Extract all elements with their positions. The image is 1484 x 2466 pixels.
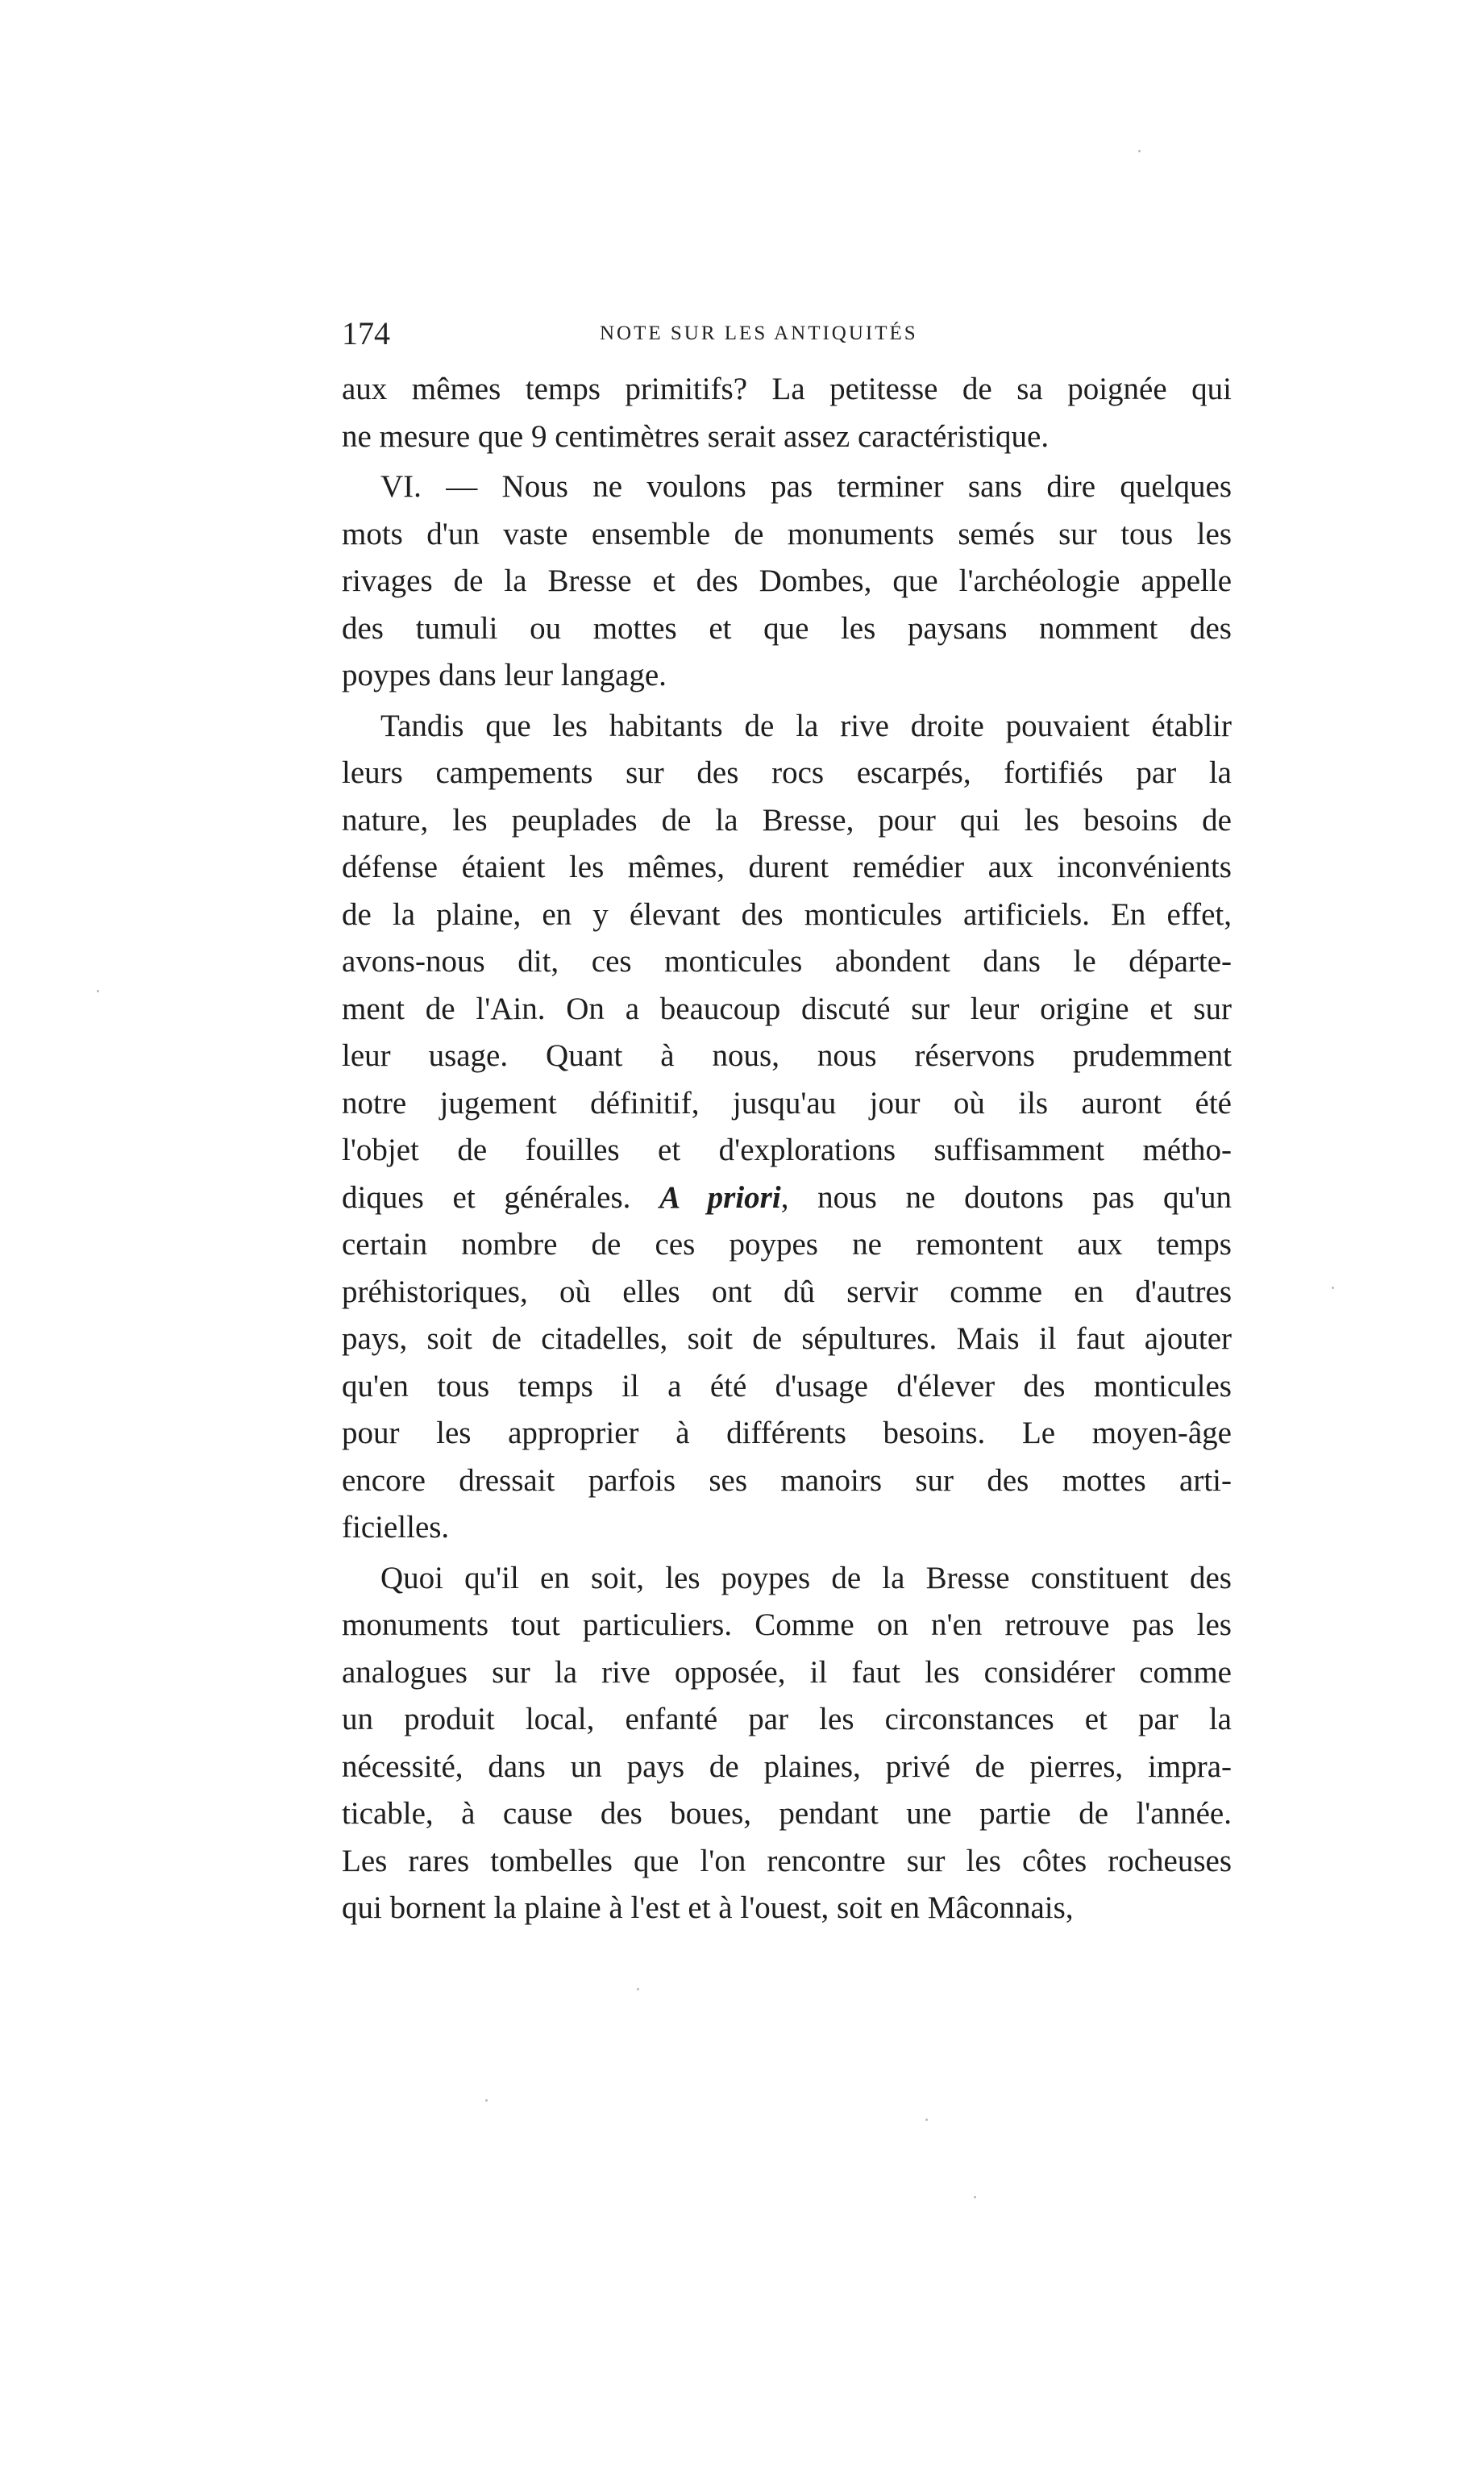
text-line: VI. — Nous ne voulons pas terminer sans dire quelques — [380, 469, 1232, 504]
text-line: avons-nous dit, ces monticules abondent dans le départe- — [342, 944, 1232, 979]
scan-speck — [637, 1988, 639, 1990]
text-line: l'objet de fouilles et d'explorations suffisamment métho- — [342, 1133, 1232, 1167]
text-line: de la plaine, en y élevant des monticules artificiels. En effet, — [342, 896, 1232, 932]
running-head — [342, 310, 1232, 358]
text-line: un produit local, enfanté par les circonstances et par la — [342, 1702, 1232, 1736]
text-line: rivages de la Bresse et des Dombes, que l'archéologie appelle — [342, 563, 1232, 598]
text-line: défense étaient les mêmes, durent remédier aux inconvénients — [342, 850, 1232, 884]
paragraph — [342, 464, 1232, 700]
paragraph — [342, 366, 1232, 460]
scan-speck — [485, 2099, 488, 2102]
text-line: ficielles. — [342, 1510, 450, 1545]
text-line: ment de l'Ain. On a beaucoup discuté sur leur origine et sur — [342, 991, 1232, 1026]
text-line: Quoi qu'il en soit, les poypes de la Bresse constituent des — [380, 1560, 1232, 1595]
text-line: ticable, à cause des boues, pendant une partie de l'année. — [342, 1796, 1232, 1831]
text-line: certain nombre de ces poypes ne remontent aux temps — [342, 1227, 1232, 1262]
text-line: nécessité, dans un pays de plaines, privé de pierres, impra- — [342, 1749, 1232, 1784]
text-line: Les rares tombelles que l'on rencontre sur les côtes rocheuses — [342, 1843, 1232, 1878]
text-line: mots d'un vaste ensemble de monuments semés sur tous les — [342, 516, 1232, 551]
text-line: encore dressait parfois ses manoirs sur des mottes arti- — [342, 1462, 1232, 1498]
page-number: 174 — [342, 315, 390, 351]
text-line: des tumuli ou mottes et que les paysans nomment des — [342, 610, 1232, 646]
text-line: qu'en tous temps il a été d'usage d'élever des monticules — [342, 1368, 1232, 1403]
text-line: aux mêmes temps primitifs? La petitesse de sa poignée qui — [342, 372, 1232, 406]
scan-speck — [97, 990, 99, 992]
text-line: ne mesure que 9 centimètres serait assez caractéristique. — [342, 418, 1050, 454]
body-text — [342, 366, 1232, 1932]
text-line: leur usage. Quant à nous, nous réservons prudemment — [342, 1038, 1232, 1073]
text-line: pour les approprier à différents besoins. Le moyen-âge — [342, 1416, 1232, 1450]
paragraph — [342, 703, 1232, 1552]
scan-speck — [1138, 150, 1141, 152]
text-line: notre jugement définitif, jusqu'au jour où ils auront été — [342, 1085, 1232, 1121]
scan-speck — [974, 2196, 976, 2198]
running-title: NOTE SUR LES ANTIQUITÉS — [600, 322, 918, 344]
scan-speck — [1332, 1287, 1334, 1289]
text-line: monuments tout particuliers. Comme on n'en retrouve pas les — [342, 1607, 1232, 1642]
scan-speck — [925, 2119, 928, 2121]
text-line: qui bornent la plaine à l'est et à l'ouest, soit en Mâconnais, — [342, 1890, 1074, 1925]
text-line: nature, les peuplades de la Bresse, pour qui les besoins de — [342, 802, 1232, 838]
italic-phrase: A priori — [659, 1179, 781, 1215]
paragraph — [342, 1555, 1232, 1932]
text-line: Tandis que les habitants de la rive droite pouvaient établir — [380, 708, 1232, 743]
text-line: préhistoriques, où elles ont dû servir comme en d'autres — [342, 1274, 1232, 1309]
text-line: pays, soit de citadelles, soit de sépultures. Mais il faut ajouter — [342, 1321, 1232, 1356]
text-line: diques et générales. A priori, nous ne doutons pas qu'un — [342, 1179, 1232, 1215]
text-line: leurs campements sur des rocs escarpés, fortifiés par la — [342, 755, 1232, 790]
text-line: poypes dans leur langage. — [342, 658, 667, 692]
text-line: analogues sur la rive opposée, il faut les considérer comme — [342, 1654, 1232, 1690]
